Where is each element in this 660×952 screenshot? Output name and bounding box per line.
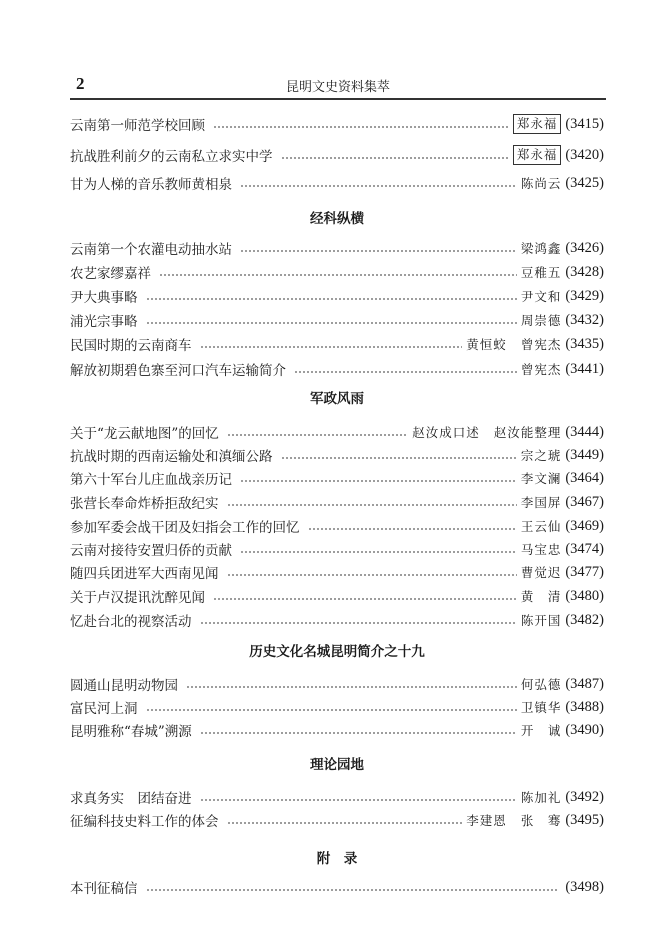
entry-page-number: (3449) xyxy=(565,446,604,463)
toc-entry[interactable] xyxy=(70,310,604,330)
section-heading: 历史文化名城昆明简介之十九 xyxy=(249,644,425,660)
entry-page-number: (3415) xyxy=(565,115,604,132)
entry-authors xyxy=(521,721,562,739)
entry-title: 本刊征稿信 xyxy=(70,881,138,897)
dot-leader xyxy=(146,877,558,897)
author-name: 卫镇华 xyxy=(520,700,562,715)
section-heading: 附 录 xyxy=(316,851,358,867)
page-number: 2 xyxy=(76,74,85,93)
author-name: 曾宪杰 xyxy=(520,362,562,377)
dot-leader xyxy=(294,359,517,379)
toc-entry[interactable] xyxy=(70,697,604,717)
page-header xyxy=(70,70,606,98)
author-name: 王云仙 xyxy=(520,519,562,534)
toc-entry[interactable] xyxy=(70,173,604,193)
author-name: 尹文和 xyxy=(520,289,562,304)
entry-authors xyxy=(521,360,562,378)
entry-authors xyxy=(513,145,562,165)
entry-authors xyxy=(521,469,562,487)
entry-authors xyxy=(412,423,561,441)
entry-title: 求真务实 团结奋进 xyxy=(70,791,192,807)
entry-authors xyxy=(521,788,562,806)
toc-entry[interactable] xyxy=(70,539,604,559)
running-title: 昆明文史资料集萃 xyxy=(285,80,390,95)
entry-page-number: (3492) xyxy=(565,788,604,805)
entry-authors xyxy=(521,287,562,305)
entry-title: 张营长奉命炸桥拒敌纪实 xyxy=(70,496,219,512)
entry-title: 参加军委会战干团及妇指会工作的回忆 xyxy=(70,520,300,536)
author-name: 黄恒蛟 xyxy=(466,337,507,352)
toc-entry[interactable] xyxy=(70,787,604,807)
dot-leader xyxy=(146,697,517,717)
toc-entry[interactable] xyxy=(70,492,604,512)
entry-authors xyxy=(521,263,562,281)
entry-title: 民国时期的云南商车 xyxy=(70,338,192,354)
entry-title: 云南第一个农灌电动抽水站 xyxy=(70,242,232,258)
toc-entry[interactable] xyxy=(70,516,604,536)
author-name: 豆稚五 xyxy=(520,265,562,280)
entry-page-number: (3474) xyxy=(565,540,604,557)
author-name: 曾宪杰 xyxy=(520,337,562,352)
entry-authors xyxy=(521,517,562,535)
entry-title: 抗战时期的西南运输处和滇缅公路 xyxy=(70,449,273,465)
dot-leader xyxy=(240,539,517,559)
toc-entry[interactable] xyxy=(70,720,604,740)
dot-leader xyxy=(240,468,517,488)
entry-authors xyxy=(521,698,562,716)
entry-title: 第六十军台儿庄血战亲历记 xyxy=(70,472,232,488)
dot-leader xyxy=(146,286,517,306)
author-name: 曹觉迟 xyxy=(520,565,562,580)
entry-authors xyxy=(521,174,562,192)
entry-authors xyxy=(521,563,562,581)
entry-title: 富民河上洞 xyxy=(70,701,138,717)
entry-page-number: (3420) xyxy=(565,146,604,163)
dot-leader xyxy=(227,492,517,512)
entry-page-number: (3482) xyxy=(565,611,604,628)
author-name: 李文澜 xyxy=(520,471,562,486)
entry-authors xyxy=(521,446,562,464)
author-name: 开 诚 xyxy=(520,723,562,738)
dot-leader xyxy=(227,422,408,442)
dot-leader xyxy=(200,720,517,740)
entry-title: 云南对接待安置归侨的贡献 xyxy=(70,543,232,559)
entry-title: 尹大典事略 xyxy=(70,290,138,306)
author-name: 李国屏 xyxy=(520,495,562,510)
toc-entry[interactable] xyxy=(70,468,604,488)
author-name: 周崇德 xyxy=(520,313,562,328)
toc-entry[interactable] xyxy=(70,238,604,258)
dot-leader xyxy=(240,173,517,193)
dot-leader xyxy=(308,516,517,536)
author-name: 陈尚云 xyxy=(520,176,562,191)
author-name-boxed: 郑永福 xyxy=(513,114,562,134)
dot-leader xyxy=(281,145,509,165)
entry-page-number: (3441) xyxy=(565,360,604,377)
toc-entry[interactable] xyxy=(70,286,604,306)
entry-page-number: (3488) xyxy=(565,698,604,715)
author-name: 马宝忠 xyxy=(520,542,562,557)
author-name: 张 骞 xyxy=(520,813,562,828)
entry-title: 解放初期碧色寨至河口汽车运输简介 xyxy=(70,363,286,379)
entry-page-number: (3444) xyxy=(565,423,604,440)
author-name: 赵汝能整理 xyxy=(493,425,562,440)
dot-leader xyxy=(240,238,517,258)
section-heading: 经科纵横 xyxy=(310,211,364,227)
toc-entry[interactable] xyxy=(70,810,604,830)
toc-entry[interactable] xyxy=(70,114,604,134)
entry-title: 征编科技史料工作的体会 xyxy=(70,814,219,830)
entry-page-number: (3464) xyxy=(565,469,604,486)
entry-page-number: (3487) xyxy=(565,675,604,692)
entry-page-number: (3432) xyxy=(565,311,604,328)
dot-leader xyxy=(200,787,517,807)
author-name-boxed: 郑永福 xyxy=(513,145,562,165)
entry-title: 关于“龙云献地图”的回忆 xyxy=(70,426,219,442)
entry-page-number: (3428) xyxy=(565,263,604,280)
dot-leader xyxy=(281,445,517,465)
author-name: 宗之琥 xyxy=(520,448,562,463)
author-name: 陈加礼 xyxy=(520,790,562,805)
dot-leader xyxy=(146,310,517,330)
entry-title: 抗战胜利前夕的云南私立求实中学 xyxy=(70,149,273,165)
entry-authors xyxy=(521,311,562,329)
entry-page-number: (3467) xyxy=(565,493,604,510)
dot-leader xyxy=(200,334,463,354)
toc-entry[interactable] xyxy=(70,610,604,630)
toc-entry[interactable] xyxy=(70,145,604,165)
entry-authors xyxy=(521,611,562,629)
author-name: 赵汝成口述 xyxy=(412,425,480,440)
toc-entry[interactable] xyxy=(70,334,604,354)
entry-page-number: (3426) xyxy=(565,239,604,256)
entry-authors xyxy=(521,493,562,511)
toc-entry[interactable] xyxy=(70,262,604,282)
entry-page-number: (3477) xyxy=(565,563,604,580)
toc-entry[interactable] xyxy=(70,674,604,694)
entry-title: 圆通山昆明动物园 xyxy=(70,678,178,694)
entry-page-number: (3480) xyxy=(565,587,604,604)
header-rule xyxy=(70,98,606,100)
dot-leader xyxy=(213,114,509,134)
entry-page-number: (3435) xyxy=(565,335,604,352)
toc-entry[interactable] xyxy=(70,586,604,606)
entry-page-number: (3429) xyxy=(565,287,604,304)
author-name: 黄 清 xyxy=(520,589,562,604)
entry-title: 关于卢汉提讯沈醉见闻 xyxy=(70,590,205,606)
entry-authors xyxy=(521,239,562,257)
entry-authors xyxy=(521,675,562,693)
dot-leader xyxy=(200,610,517,630)
entry-page-number: (3469) xyxy=(565,517,604,534)
entry-title: 浦光宗事略 xyxy=(70,314,138,330)
dot-leader xyxy=(227,562,517,582)
author-name: 李建恩 xyxy=(466,813,507,828)
dot-leader xyxy=(159,262,517,282)
author-name: 梁鸿鑫 xyxy=(520,241,562,256)
entry-title: 甘为人梯的音乐教师黄相泉 xyxy=(70,177,232,193)
entry-title: 农艺家缪嘉祥 xyxy=(70,266,151,282)
toc-entry[interactable] xyxy=(70,359,604,379)
entry-title: 随四兵团进军大西南见闻 xyxy=(70,566,219,582)
entry-authors xyxy=(466,811,561,829)
entry-authors xyxy=(521,587,562,605)
section-heading: 理论园地 xyxy=(310,757,364,773)
author-name: 何弘德 xyxy=(520,677,562,692)
dot-leader xyxy=(227,810,463,830)
author-name: 陈开国 xyxy=(520,613,562,628)
entry-title: 昆明雅称“春城”溯源 xyxy=(70,724,192,740)
entry-authors xyxy=(466,335,561,353)
entry-page-number: (3498) xyxy=(565,878,604,895)
entry-authors xyxy=(521,540,562,558)
entry-title: 云南第一师范学校回顾 xyxy=(70,118,205,134)
toc-entry[interactable] xyxy=(70,445,604,465)
entry-page-number: (3425) xyxy=(565,174,604,191)
toc-entry[interactable] xyxy=(70,422,604,442)
entry-page-number: (3490) xyxy=(565,721,604,738)
dot-leader xyxy=(186,674,517,694)
entry-page-number: (3495) xyxy=(565,811,604,828)
section-heading: 军政风雨 xyxy=(310,391,364,407)
entry-authors xyxy=(513,114,562,134)
toc-entry[interactable] xyxy=(70,562,604,582)
dot-leader xyxy=(213,586,517,606)
toc-entry[interactable] xyxy=(70,877,604,897)
entry-title: 忆赴台北的视察活动 xyxy=(70,614,192,630)
